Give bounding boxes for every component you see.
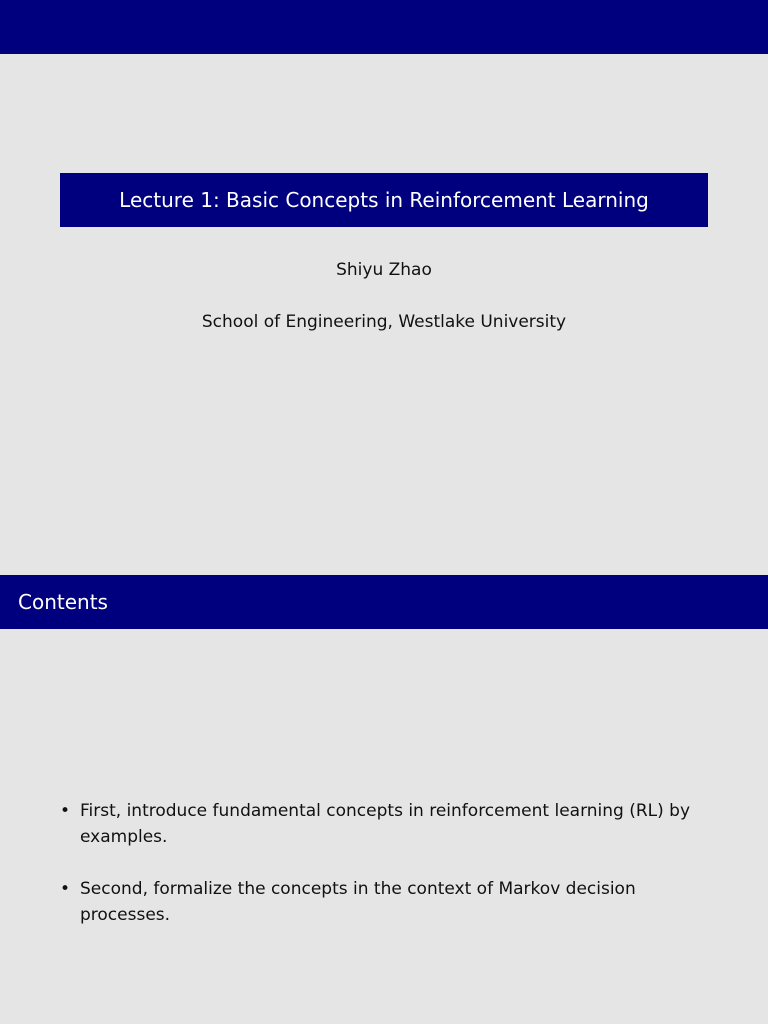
header-bar xyxy=(0,0,768,54)
list-item xyxy=(60,798,720,850)
contents-heading: Contents xyxy=(18,590,108,614)
author-name: Shiyu Zhao xyxy=(336,260,432,280)
lecture-title-box xyxy=(60,173,708,227)
bullet-icon: • xyxy=(60,879,71,899)
affiliation: School of Engineering, Westlake University xyxy=(201,312,567,332)
bullet-icon: • xyxy=(60,801,71,821)
contents-heading-bar xyxy=(0,575,768,629)
bullet-text: First, introduce fundamental concepts in reinforcement learning (RL) by examples. xyxy=(80,801,691,847)
list-item xyxy=(60,876,720,928)
lecture-title: Lecture 1: Basic Concepts in Reinforcement Learning xyxy=(119,188,649,212)
contents-list xyxy=(60,798,720,928)
bullet-text: Second, formalize the concepts in the context of Markov decision processes. xyxy=(80,879,636,925)
